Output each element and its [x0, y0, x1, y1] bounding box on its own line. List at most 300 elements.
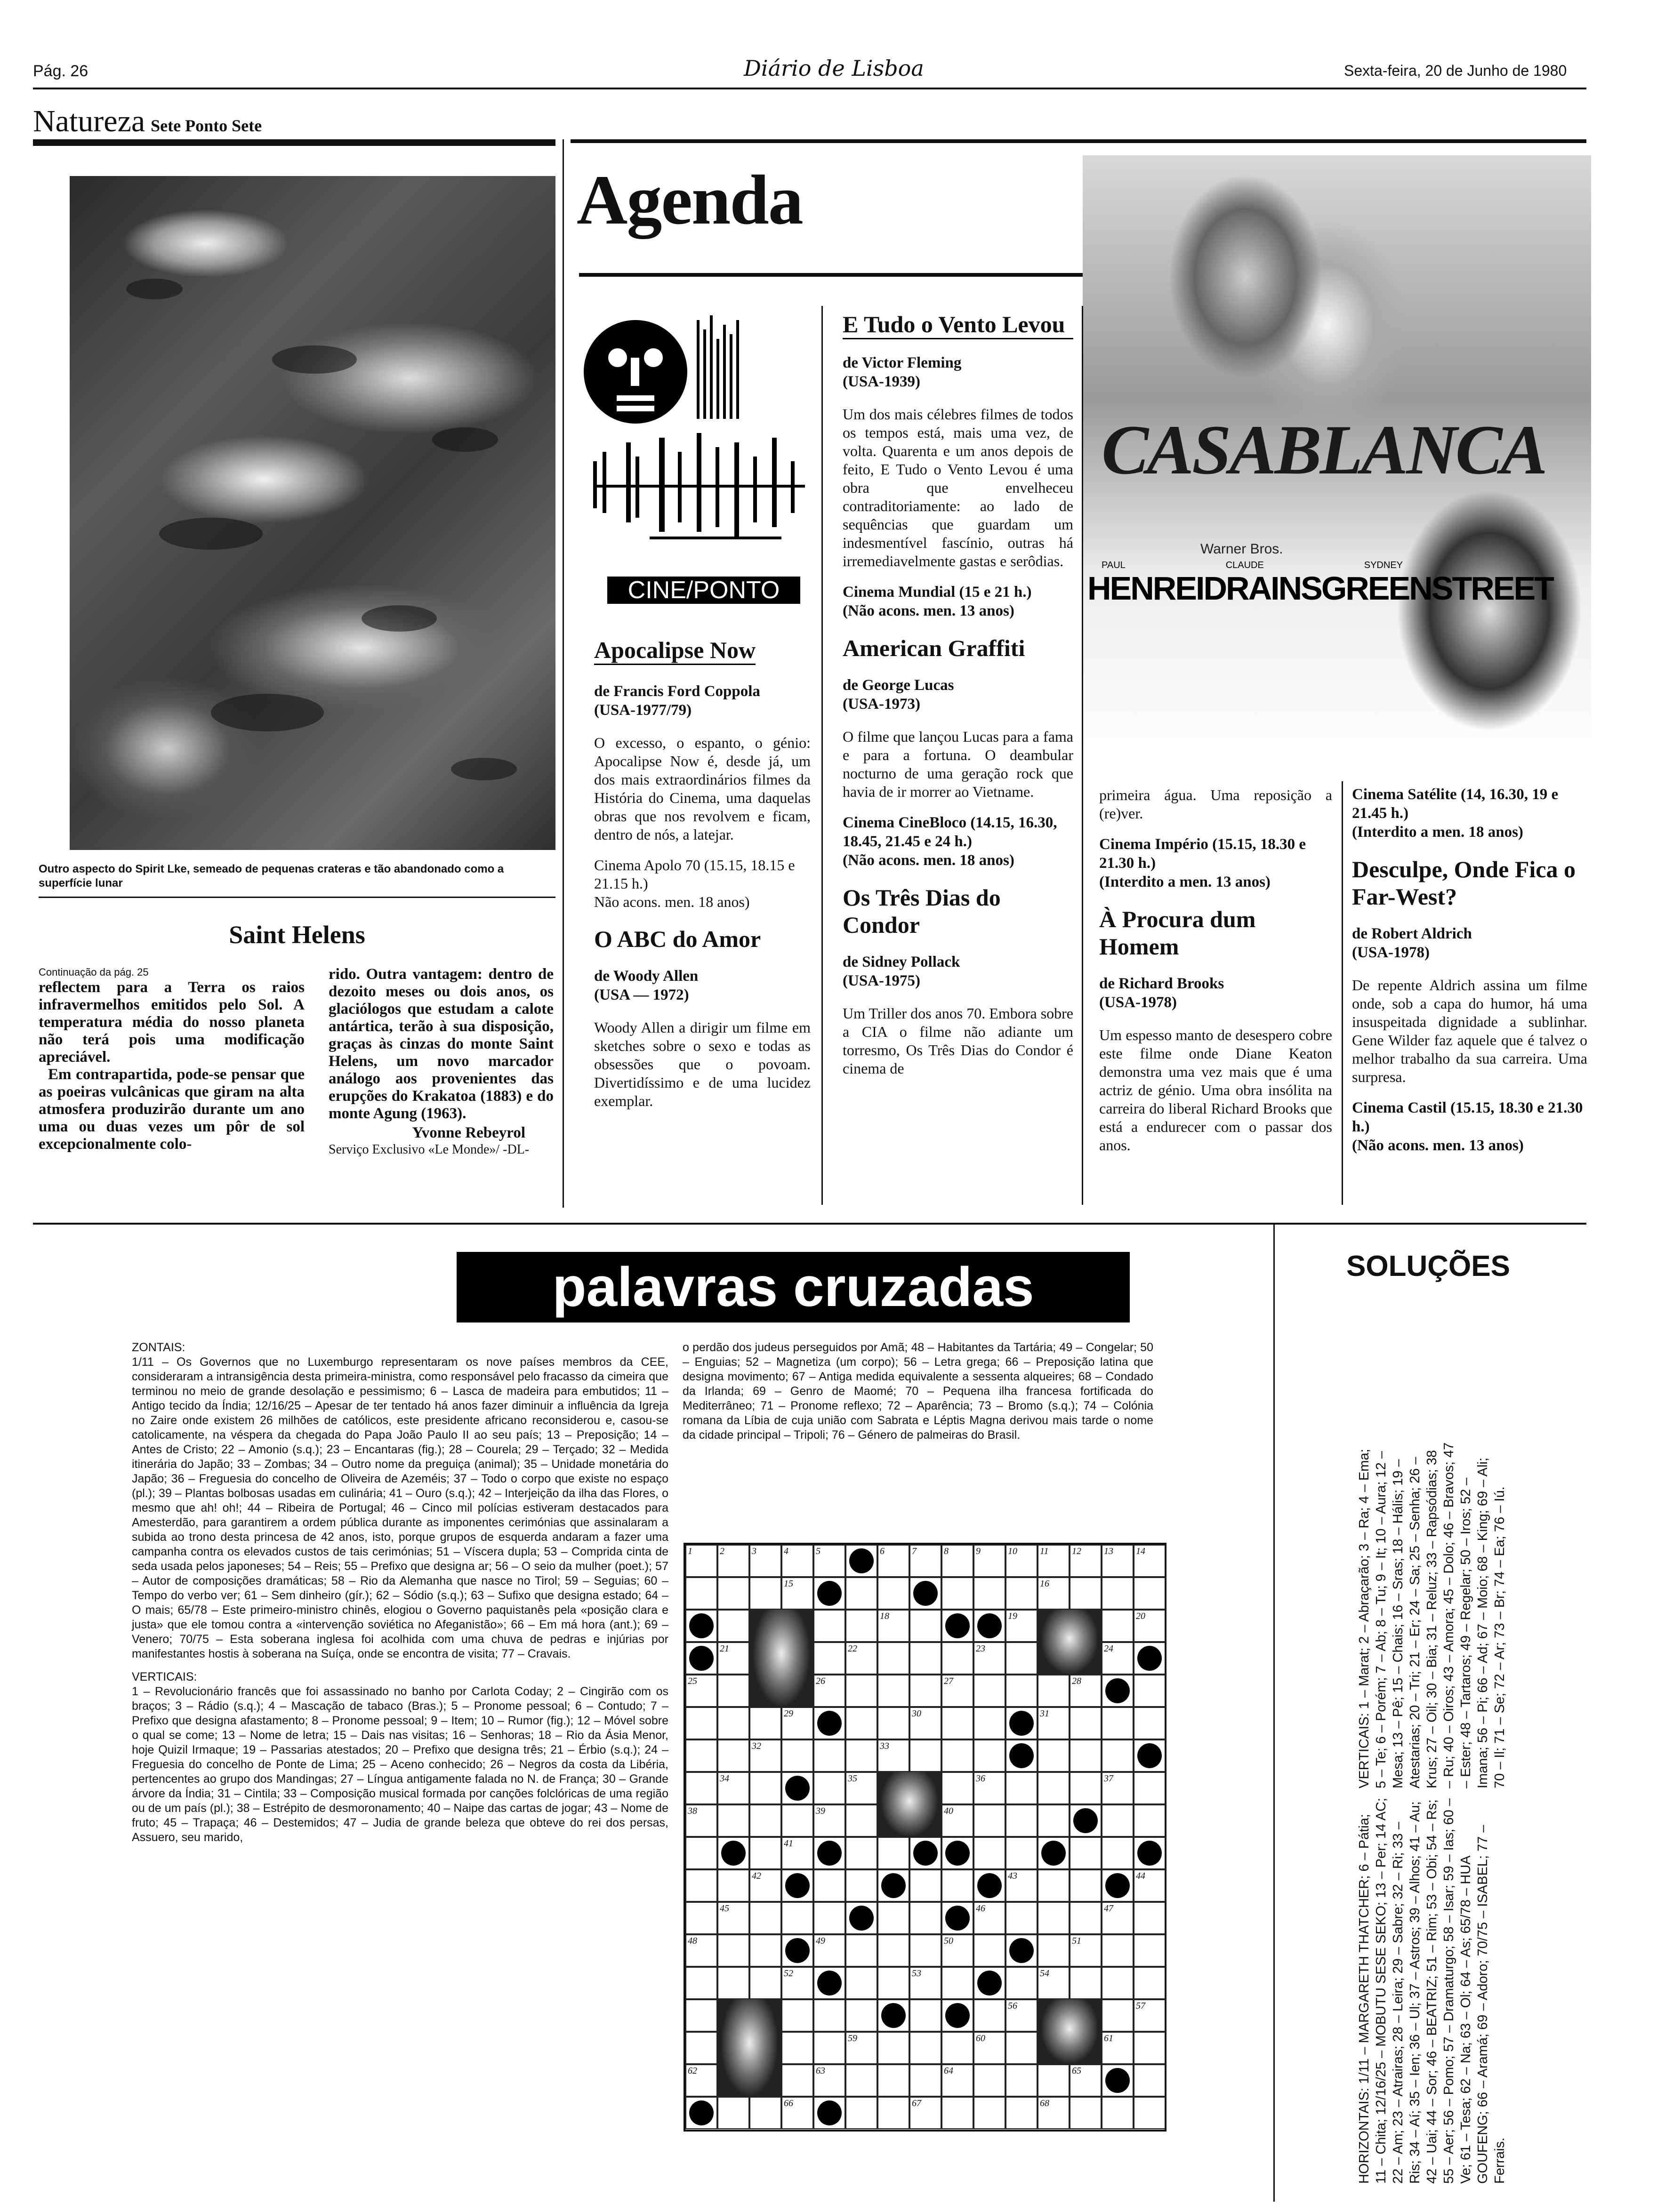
director-name: de Francis Ford Coppola: [594, 683, 760, 700]
crossword-grid: [684, 1543, 1166, 2132]
grid-cell[interactable]: [877, 1902, 909, 1934]
grid-cell[interactable]: [845, 1610, 877, 1642]
horizontais-label: ZONTAIS:: [132, 1341, 185, 1354]
spirit-lake-photo: [70, 176, 555, 850]
grid-cell[interactable]: [1070, 1707, 1102, 1739]
article-para-3: rido. Outra vantagem: dentro de dezoito meses ou dois anos, os glaciólogos que estudam a calote antártica, terão à sua disposição, graças às cinzas do monte Saint Helens, um novo marcador análogo aos provenientes das erupções do Krakatoa (1883) e do monte Agung (1963).: [329, 966, 554, 1122]
film-origin: (USA-1939): [843, 373, 920, 390]
grid-cell[interactable]: [877, 1642, 909, 1675]
grid-cell[interactable]: [1038, 1772, 1070, 1804]
director-name: de Victor Fleming: [843, 354, 962, 371]
film-rating: (Interdito a men. 18 anos): [1352, 824, 1523, 841]
grid-cell[interactable]: [941, 1577, 973, 1610]
grid-number: 41: [784, 1838, 793, 1849]
cinema-name: Cinema Mundial (15 e 21 h.): [843, 584, 1032, 601]
film-cinema-vento: [843, 583, 1073, 620]
grid-cell[interactable]: [781, 1804, 813, 1837]
grid-number: 39: [816, 1806, 825, 1816]
grid-block: [785, 1938, 810, 1963]
grid-cell[interactable]: [685, 1902, 717, 1934]
grid-cell[interactable]: [1134, 1804, 1166, 1837]
grid-number: 47: [1104, 1903, 1113, 1914]
grid-number: 19: [1008, 1611, 1017, 1621]
grid-cell[interactable]: [813, 1999, 845, 2032]
grid-number: 5: [816, 1546, 820, 1556]
grid-cell[interactable]: [1070, 1772, 1102, 1804]
poster-name-small-2: CLAUDE: [1225, 560, 1264, 570]
grid-cell[interactable]: [845, 1999, 877, 2032]
grid-cell[interactable]: [781, 2064, 813, 2097]
grid-cell[interactable]: [813, 1739, 845, 1772]
grid-cell[interactable]: [1005, 1772, 1038, 1804]
clues-col-1: [132, 1340, 668, 1845]
film-rating: Não acons. men. 18 anos): [594, 893, 750, 910]
grid-cell[interactable]: [909, 1675, 941, 1707]
face-icon: [584, 301, 810, 565]
grid-block: [945, 1841, 970, 1866]
grid-cell[interactable]: [973, 1837, 1005, 1869]
film-text-condor: Um Triller dos anos 70. Embora sobre a CIA o filme não adiante um torresmo, Os Três Dias do Condor é cinema de: [843, 1005, 1073, 1077]
grid-cell[interactable]: [845, 2064, 877, 2097]
grid-number: 28: [1072, 1676, 1081, 1686]
grid-block: [1137, 1646, 1162, 1671]
grid-number: 13: [1104, 1546, 1113, 1556]
header-rule: [33, 88, 1586, 89]
grid-cell[interactable]: [1005, 2097, 1038, 2129]
film-col-1: [594, 636, 811, 1122]
director-name: de Woody Allen: [594, 968, 699, 985]
grid-number: 4: [784, 1546, 788, 1556]
director-name: de Richard Brooks: [1099, 975, 1224, 992]
film-director-condor: [843, 953, 1073, 990]
grid-cell[interactable]: [1038, 1934, 1070, 1967]
grid-cell[interactable]: [941, 1739, 973, 1772]
cinema-name: Cinema Castil (15.15, 18.30 e 21.30 h.): [1352, 1099, 1583, 1135]
film-rating: (Interdito a men. 13 anos): [1099, 874, 1271, 890]
grid-block: [817, 1841, 842, 1866]
grid-cell[interactable]: [717, 2097, 749, 2129]
grid-cell[interactable]: [877, 1837, 909, 1869]
film-text-apocalipse: O excesso, o espanto, o génio: Apocalipse Now é, desde já, um dos mais extraordinários filmes da História do Cinema, uma daquelas obras que nos revolvem e ficam, dentro de nós, a latejar.: [594, 734, 811, 843]
grid-cell[interactable]: [749, 2097, 781, 2129]
grid-number: 9: [976, 1546, 981, 1556]
grid-portrait: [717, 1999, 781, 2097]
grid-cell[interactable]: [1102, 1837, 1134, 1869]
issue-date: Sexta-feira, 20 de Junho de 1980: [1344, 62, 1567, 79]
film-origin: (USA-1978): [1099, 994, 1177, 1011]
film-text-farwest: De repente Aldrich assina um filme onde, sob a capa do humor, há uma insuspeitada dignidade a sublinhar. Gene Wilder faz aquele que é talvez o melhor trabalho da sua carreira. Uma surpresa.: [1352, 977, 1587, 1085]
film-title-vento: E Tudo o Vento Levou: [843, 311, 1073, 339]
grid-cell[interactable]: [813, 1902, 845, 1934]
grid-cell[interactable]: [973, 1999, 1005, 2032]
grid-cell[interactable]: [941, 1869, 973, 1902]
film-cinema-satelite: [1352, 785, 1587, 842]
grid-cell[interactable]: [973, 1675, 1005, 1707]
grid-cell[interactable]: [973, 2064, 1005, 2097]
grid-cell[interactable]: [1070, 1869, 1102, 1902]
grid-cell[interactable]: [1134, 2032, 1166, 2064]
grid-cell[interactable]: [1070, 1837, 1102, 1869]
film-title-condor: Os Três Dias do Condor: [843, 884, 1001, 938]
grid-block: [785, 1873, 810, 1898]
horizontais-text: 1/11 – Os Governos que no Luxemburgo representaram os nove países membros da CEE, consideraram a intransigência desta primeira-ministra, como responsável pelo fracasso da cimeira que terminou no meio de grande desolação e pessimismo; 6 – Lasca de madeira para embutidos; 11 – Antigo tecido da Índia; 12/16/25 – Apesar de ter tentado há anos fazer diminuir a influência da Igreja no Zaire onde existem 26 milhões de católicos, este presidente africano reconsiderou e, casou-se catolicamente, na véspera da chegada do Papa João Paulo II ao seu país; 13 – Preposição; 14 – Antes de Cristo; 22 – Amonio (s.q.); 23 – Encantaras (fig.); 28 – Courela; 29 – Terçado; 32 – Medida itinerária do Japão; 33 – Zombas; 34 – Outro nome da preguiça (animal); 35 – Unidade monetária do Japão; 36 – Freguesia do concelho de Oliveira de Azeméis; 37 – Todo o corpo que existe no espaço (pl.); 39 – Plantas bolbosas usadas em culinária; 41 – Ouro (s.q.); 42 – Interjeição da ilha das Flores, o mesmo que ah! oh!; 44 – Ribeira de Portugal; 46 – Cinco mil polícias estiveram destacados para Amesterdão, para garantirem a ordem pública durante as imponentes cerimónias que assinalaram a subida ao trono desta princesa de 42 anos, isto, porque grupos de esquerda andaram a fazer uma campanha contra os elevados custos de tais cerimónias; 51 – Víscera dupla; 53 – Comprida cinta de seda usada pelos japoneses; 54 – Reis; 55 – Prefixo que designa ar; 56 – O seio da mulher (poet.); 57 – Autor de composições dramáticas; 58 – Rio da Alemanha que nasce no Tirol; 59 – Seguias; 60 – Tempo do verbo ver; 61 – Sem dinheiro (gír.); 62 – Sódio (s.q.); 63 – Sufixo que designa estado; 64 – O mais; 65/78 – Este primeiro-ministro chinês, elogiou o Governo paquistanês pela «posição clara e justa» que ele tomou contra a «intervenção soviética no Afeganistão»; 66 – Em má hora (ant.); 69 – Venero; 70/75 – Esta soberana inglesa foi acolhida com uma chuva de pedras e injúrias por manifestantes hostis à soberana na Suíça, onde se encontra de visita; 77 – Cravais.: [132, 1355, 668, 1660]
grid-cell[interactable]: [973, 1739, 1005, 1772]
section-title-main: Natureza: [33, 104, 145, 138]
grid-block: [1009, 1938, 1034, 1963]
grid-cell[interactable]: [909, 2064, 941, 2097]
grid-cell[interactable]: [909, 1739, 941, 1772]
grid-number: 26: [816, 1676, 825, 1686]
grid-number: 51: [1072, 1936, 1081, 1946]
grid-cell[interactable]: [781, 2032, 813, 2064]
grid-cell[interactable]: [813, 2032, 845, 2064]
service-credit: Serviço Exclusivo «Le Monde»/ -DL-: [329, 1142, 530, 1157]
grid-block: [849, 1548, 874, 1573]
film-col-3: [1099, 786, 1332, 1167]
grid-cell[interactable]: [845, 1934, 877, 1967]
article-col-2: [329, 966, 554, 1158]
grid-cell[interactable]: [909, 1610, 941, 1642]
grid-cell[interactable]: [877, 1707, 909, 1739]
grid-cell[interactable]: [941, 1772, 973, 1804]
grid-block: [817, 1581, 842, 1606]
grid-cell[interactable]: [845, 1804, 877, 1837]
grid-cell[interactable]: [717, 1804, 749, 1837]
cinema-name: Cinema Apolo 70 (15.15, 18.15 e 21.15 h.): [594, 857, 795, 892]
grid-cell[interactable]: [877, 2097, 909, 2129]
grid-cell[interactable]: [1102, 1739, 1134, 1772]
grid-number: 38: [688, 1806, 697, 1816]
grid-cell[interactable]: [877, 2032, 909, 2064]
section-rule: [33, 139, 555, 146]
cinema-name: Cinema CineBloco (14.15, 16.30, 18.45, 21.45 e 24 h.): [843, 814, 1057, 850]
grid-cell[interactable]: [1102, 1577, 1134, 1610]
column-divider: [563, 139, 564, 1208]
grid-cell[interactable]: [717, 1577, 749, 1610]
grid-cell[interactable]: [685, 1577, 717, 1610]
grid-cell[interactable]: [1038, 1902, 1070, 1934]
grid-cell[interactable]: [1102, 1967, 1134, 1999]
grid-cell[interactable]: [749, 1772, 781, 1804]
grid-cell[interactable]: [941, 1967, 973, 1999]
grid-portrait: [877, 1772, 941, 1837]
grid-cell[interactable]: [845, 1869, 877, 1902]
grid-cell[interactable]: [1038, 1869, 1070, 1902]
grid-cell[interactable]: [1005, 2064, 1038, 2097]
solucoes-title: SOLUÇÕES: [1346, 1250, 1510, 1282]
clues-col-2: o perdão dos judeus perseguidos por Amã; 48 – Habitantes da Tartária; 49 – Congelar; 50 – Enguias; 52 – Magnetiza (um corpo); 56 – Letra grega; 66 – Preposição latina que designa movimento; 67 – Antiga medida equivalente a sessenta alqueires; 68 – Condado da Irlanda; 69 – Genro de Maomé; 70 – Pequena ilha francesa fortificada do Mediterrâneo; 71 – Pronome reflexo; 72 – Aparência; 73 – Bromo (s.q.); 74 – Colónia romana da Líbia de cuja união com Sabrata e Léptis Magna derivou mais tarde o nome da cidade principal – Tripoli; 76 – Género de palmeiras do Brasil.: [683, 1341, 1153, 1442]
grid-number: 53: [912, 1968, 921, 1979]
grid-cell[interactable]: [1005, 1902, 1038, 1934]
grid-cell[interactable]: [685, 1999, 717, 2032]
grid-cell[interactable]: [1005, 1577, 1038, 1610]
poster-studio: Warner Bros.: [1200, 541, 1283, 557]
grid-cell[interactable]: [877, 1675, 909, 1707]
grid-number: 20: [1136, 1611, 1145, 1621]
grid-cell[interactable]: [973, 1934, 1005, 1967]
grid-cell[interactable]: [1005, 1642, 1038, 1675]
grid-cell[interactable]: [845, 2097, 877, 2129]
grid-number: 48: [688, 1936, 697, 1946]
grid-block: [945, 1613, 970, 1638]
grid-portrait: [1038, 1610, 1102, 1675]
poster-name-big-1: HENREID: [1087, 570, 1226, 607]
grid-cell[interactable]: [685, 1707, 717, 1739]
grid-cell[interactable]: [1005, 1837, 1038, 1869]
film-director-vento: [843, 353, 1073, 391]
film-title-procura: À Procura dum Homem: [1099, 906, 1256, 960]
verticais-text: 1 – Revolucionário francês que foi assassinado no banho por Carlota Coday; 2 – Cingirão com os braços; 3 – Rádio (s.q.); 4 – Mascação de tabaco (Bras.); 5 – Pronome pessoal; 6 – Contudo; 7 – Prefixo que designa afastamento; 8 – Pronome pessoal; 9 – Item; 10 – Rumor (fig.); 12 – Móvel sobre o qual se come; 13 – Nome de letra; 15 – Dais nas visitas; 16 – Senhoras; 18 – Rio da Ásia Menor, hoje Quizil Irmaque; 19 – Passarias atestados; 20 – Prefixo que designa três; 21 – Érbio (s.q.); 24 – Freguesia do concelho de Ponte de Lima; 25 – Aceno conhecido; 26 – Negros da costa da Libéria, pertencentes ao grupo dos Mandingas; 27 – Língua antigamente falada no N. de França; 30 – Grande árvore da Índia; 31 – Cintila; 33 – Composição musical formada por canções folclóricas de uma região ou de um país (pl.); 38 – Estrépito de desmoronamento; 40 – Naipe das cartas de jogar; 43 – Nome de fruto; 45 – Trapaça; 46 – Destemidos; 47 – Judia de grande beleza que obteve do rei dos persas, Assuero, seu marido,: [132, 1685, 668, 1844]
grid-block: [817, 2100, 842, 2125]
grid-cell[interactable]: [749, 1577, 781, 1610]
film-director-graffiti: [843, 676, 1073, 713]
poster-name-big-2: RAINS: [1226, 570, 1321, 607]
grid-block: [721, 1841, 746, 1866]
grid-cell[interactable]: [1070, 1577, 1102, 1610]
grid-cell[interactable]: [1005, 1804, 1038, 1837]
grid-number: 37: [1104, 1773, 1113, 1784]
grid-number: 12: [1072, 1546, 1081, 1556]
film-text-graffiti: O filme que lançou Lucas para a fama e para a fortuna. O deambular nocturno de uma geração rock que havia de ir morrer ao Vietname.: [843, 728, 1073, 800]
grid-cell[interactable]: [941, 1707, 973, 1739]
grid-number: 54: [1040, 1968, 1049, 1979]
grid-cell[interactable]: [909, 1902, 941, 1934]
grid-cell[interactable]: [1070, 1739, 1102, 1772]
grid-cell[interactable]: [717, 1610, 749, 1642]
grid-block: [689, 1613, 714, 1638]
grid-cell[interactable]: [717, 1739, 749, 1772]
grid-cell[interactable]: [909, 2032, 941, 2064]
grid-cell[interactable]: [813, 1642, 845, 1675]
grid-cell[interactable]: [685, 2032, 717, 2064]
grid-cell[interactable]: [1134, 1675, 1166, 1707]
grid-cell[interactable]: [717, 1869, 749, 1902]
grid-cell[interactable]: [1134, 1577, 1166, 1610]
agenda-col-divider-3: [1342, 781, 1343, 1205]
grid-number: 68: [1040, 2098, 1049, 2108]
photo-caption: Outro aspecto do Spirit Lke, semeado de pequenas crateras e tão abandonado como a superfície lunar: [39, 863, 504, 890]
grid-number: 44: [1136, 1871, 1145, 1881]
grid-cell[interactable]: [877, 1967, 909, 1999]
continuation-note: Continuação da pág. 25: [39, 966, 149, 978]
film-origin: (USA-1973): [843, 696, 920, 713]
grid-cell[interactable]: [717, 1934, 749, 1967]
poster-name-big-3: GREENSTREET: [1321, 570, 1553, 607]
grid-cell[interactable]: [749, 1707, 781, 1739]
grid-cell[interactable]: [749, 1934, 781, 1967]
grid-cell[interactable]: [909, 1869, 941, 1902]
director-name: de Sidney Pollack: [843, 954, 960, 970]
poster-name-small-1: PAUL: [1102, 560, 1126, 570]
grid-number: 29: [784, 1708, 793, 1719]
article-title: Saint Helens: [229, 921, 365, 949]
grid-block: [1137, 1841, 1162, 1866]
grid-number: 14: [1136, 1546, 1145, 1556]
grid-cell[interactable]: [1102, 1999, 1134, 2032]
agenda-top-rule: [571, 139, 1586, 143]
film-cinema-apocalipse: [594, 856, 811, 911]
grid-number: 25: [688, 1676, 697, 1686]
agenda-col-divider-1: [821, 306, 823, 1205]
grid-cell[interactable]: [685, 1772, 717, 1804]
film-director-apocalipse: [594, 682, 811, 720]
grid-cell[interactable]: [973, 1804, 1005, 1837]
grid-block: [945, 1906, 970, 1931]
grid-cell[interactable]: [813, 1610, 845, 1642]
grid-cell[interactable]: [1070, 1967, 1102, 1999]
grid-portrait: [1038, 1999, 1102, 2064]
grid-cell[interactable]: [749, 1837, 781, 1869]
grid-cell[interactable]: [1102, 1804, 1134, 1837]
grid-cell[interactable]: [877, 1577, 909, 1610]
grid-block: [849, 1906, 874, 1931]
grid-cell[interactable]: [1102, 2097, 1134, 2129]
grid-cell[interactable]: [813, 1772, 845, 1804]
grid-cell[interactable]: [781, 1739, 813, 1772]
grid-number: 57: [1136, 2001, 1145, 2011]
film-text-vento: Um dos mais célebres filmes de todos os tempos está, mais uma vez, de volta. Quarenta e um anos depois de feito, E Tudo o Vento Levou é uma obra que envelheceu contraditoriamente: ao lado de sequências que guardam um indesmentível fascínio, outras há irremediavelmente gastas e serôdias.: [843, 406, 1073, 569]
grid-block: [785, 1776, 810, 1801]
grid-cell[interactable]: [1134, 1707, 1166, 1739]
grid-cell[interactable]: [1070, 2097, 1102, 2129]
grid-cell[interactable]: [845, 1707, 877, 1739]
grid-number: 10: [1008, 1546, 1017, 1556]
masthead: Diário de Lisboa: [744, 56, 924, 81]
film-title-abc: O ABC do Amor: [594, 926, 761, 952]
film-col-2: [843, 311, 1073, 1090]
article-para-2: Em contrapartida, pode-se pensar que as poeiras vulcânicas que giram na alta atmosfera produzirão durante um ano uma ou duas vezes um pôr de sol excepcionalmente colo-: [39, 1066, 305, 1153]
cine-ponto-logo: [584, 301, 810, 602]
grid-cell[interactable]: [813, 1869, 845, 1902]
grid-cell[interactable]: [717, 1967, 749, 1999]
solucoes-verticais: VERTICAIS: 1 – Marat; 2 – Abraçarão; 3 – Ra; 4 – Ema; 5 – Te; 6 – Porém; 7 – Ab; 8 – Tu; 9 – It; 10 – Aura; 12 – Mesa; 13 – Pê; 15 – Chais; 16 – Sras; 18 – Hális; 19 – Atestarias; 20 – Tri; 21 – Er; 24 – Sa; 25 – Senha; 26 – Krus; 27 – Oil; 30 – Bia; 31 – Reluz; 33 – Rapsódias; 38 – Ru; 40 – Oiros; 43 – Amora; 45 – Dolo; 46 – Bravos; 47 – Ester; 48 – Tartaros; 49 – Regelar; 50 – Iros; 52 – Imana; 56 – Pi; 66 – Ad; 67 – Moio; 68 – King; 69 – Ali; 70 – Il; 71 – Se; 72 – Ar; 73 – Br; 74 – Ea; 76 – Iú.: [1357, 1442, 1507, 1788]
section-title: [33, 104, 262, 139]
grid-cell[interactable]: [1102, 1934, 1134, 1967]
grid-number: 66: [784, 2098, 793, 2108]
grid-number: 27: [944, 1676, 953, 1686]
grid-cell[interactable]: [877, 1934, 909, 1967]
grid-number: 50: [944, 1936, 953, 1946]
grid-cell[interactable]: [1134, 1967, 1166, 1999]
grid-cell[interactable]: [1102, 1610, 1134, 1642]
film-text-procura: Um espesso manto de desespero cobre este filme onde Diane Keaton demonstra uma vez mais que é uma actriz de génio. Uma obra insólita na carreira do liberal Richard Brooks que está a endurecer com o passar dos anos.: [1099, 1026, 1332, 1154]
grid-cell[interactable]: [717, 1675, 749, 1707]
grid-cell[interactable]: [941, 2032, 973, 2064]
grid-cell[interactable]: [781, 1902, 813, 1934]
grid-cell[interactable]: [941, 2097, 973, 2129]
grid-cell[interactable]: [845, 1739, 877, 1772]
grid-cell[interactable]: [845, 1577, 877, 1610]
grid-cell[interactable]: [749, 1902, 781, 1934]
film-cinema-castil: [1352, 1098, 1587, 1155]
grid-cell[interactable]: [749, 1804, 781, 1837]
grid-cell[interactable]: [1005, 2032, 1038, 2064]
grid-number: 61: [1104, 2033, 1113, 2044]
grid-cell[interactable]: [877, 2064, 909, 2097]
grid-number: 23: [976, 1643, 985, 1654]
grid-cell[interactable]: [1005, 1675, 1038, 1707]
grid-block: [817, 1971, 842, 1996]
grid-cell[interactable]: [1134, 1772, 1166, 1804]
grid-cell[interactable]: [845, 1837, 877, 1869]
grid-block: [1073, 1808, 1098, 1833]
crossword-top-rule: [33, 1223, 1586, 1225]
film-rating: (Não acons. men. 13 anos): [843, 602, 1014, 619]
grid-block: [817, 1711, 842, 1736]
grid-cell[interactable]: [685, 1869, 717, 1902]
grid-block: [881, 2003, 906, 2028]
grid-cell[interactable]: [1038, 2064, 1070, 2097]
grid-cell[interactable]: [941, 1642, 973, 1675]
grid-number: 15: [784, 1579, 793, 1589]
grid-cell[interactable]: [685, 1837, 717, 1869]
grid-number: 22: [848, 1643, 857, 1654]
grid-cell[interactable]: [1038, 1739, 1070, 1772]
grid-cell[interactable]: [717, 1707, 749, 1739]
grid-cell[interactable]: [909, 1999, 941, 2032]
agenda-col-divider-2: [1082, 306, 1083, 1205]
grid-cell[interactable]: [1038, 1675, 1070, 1707]
grid-cell[interactable]: [685, 1739, 717, 1772]
grid-block: [689, 1646, 714, 1671]
grid-cell[interactable]: [1005, 1967, 1038, 1999]
film-director-farwest: [1352, 924, 1587, 962]
film-col-4: [1352, 785, 1587, 1169]
film-rating: (Não acons. men. 13 anos): [1352, 1137, 1524, 1154]
grid-cell[interactable]: [1070, 1902, 1102, 1934]
grid-number: 32: [752, 1741, 761, 1751]
grid-cell[interactable]: [1134, 2097, 1166, 2129]
verticais-label: VERTICAIS:: [132, 1670, 197, 1683]
grid-cell[interactable]: [749, 1967, 781, 1999]
grid-block: [977, 1873, 1002, 1898]
grid-number: 40: [944, 1806, 953, 1816]
poster-name-small-3: SYDNEY: [1364, 560, 1403, 570]
film-director-abc: [594, 967, 811, 1004]
grid-number: 31: [1040, 1708, 1049, 1719]
grid-cell[interactable]: [973, 1577, 1005, 1610]
grid-cell[interactable]: [909, 1934, 941, 1967]
grid-cell[interactable]: [781, 1999, 813, 2032]
grid-cell[interactable]: [845, 1675, 877, 1707]
grid-cell[interactable]: [1134, 1902, 1166, 1934]
poster-film-title: CASABLANCA: [1102, 411, 1546, 489]
film-title-graffiti: American Graffiti: [843, 635, 1025, 661]
grid-number: 64: [944, 2066, 953, 2076]
grid-number: 1: [688, 1546, 692, 1556]
article-col-1: [39, 966, 305, 1153]
grid-portrait: [749, 1610, 813, 1707]
grid-block: [1009, 1711, 1034, 1736]
film-title-apocalipse: Apocalipse Now: [594, 636, 756, 665]
author: Yvonne Rebeyrol: [412, 1124, 525, 1141]
grid-cell[interactable]: [1102, 1707, 1134, 1739]
grid-cell[interactable]: [1134, 2064, 1166, 2097]
grid-cell[interactable]: [973, 2097, 1005, 2129]
film-origin: (USA-1978): [1352, 944, 1430, 961]
grid-cell[interactable]: [1038, 1804, 1070, 1837]
poster-names-big: [1087, 569, 1553, 607]
grid-cell[interactable]: [845, 1967, 877, 1999]
grid-cell[interactable]: [909, 1642, 941, 1675]
grid-block: [945, 2003, 970, 2028]
grid-cell[interactable]: [1134, 1934, 1166, 1967]
grid-cell[interactable]: [973, 1707, 1005, 1739]
film-cinema-graffiti: [843, 813, 1073, 870]
grid-number: 30: [912, 1708, 921, 1719]
grid-number: 11: [1040, 1546, 1049, 1556]
grid-cell[interactable]: [685, 1967, 717, 1999]
